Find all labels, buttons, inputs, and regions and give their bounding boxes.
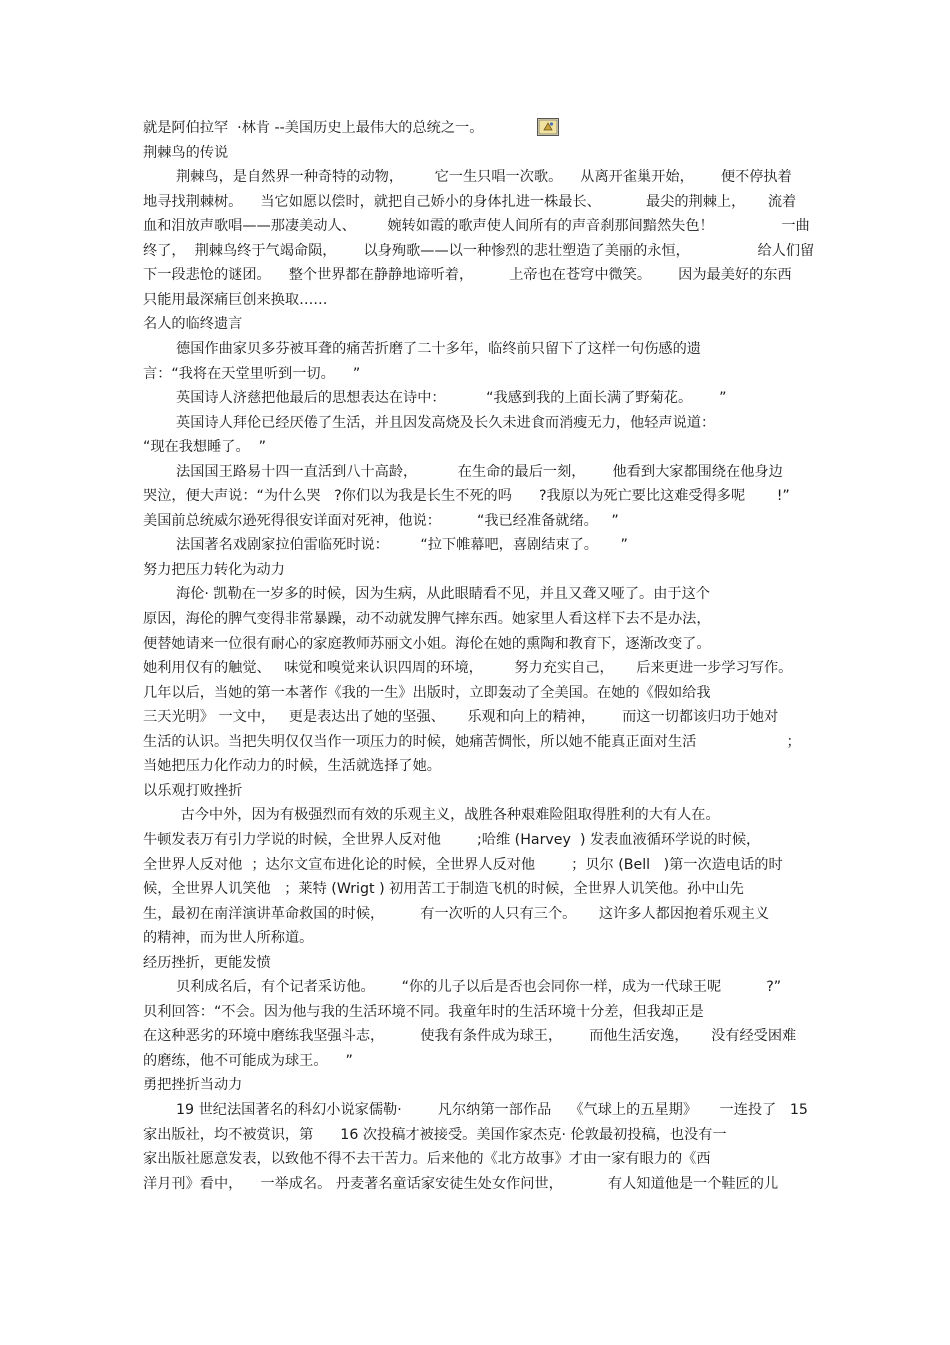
- section-heading: 勇把挫折当动力: [143, 1077, 243, 1093]
- text-line: 三天光明》 一文中， 更是表达出了她的坚强、 乐观和向上的精神， 而这一切都该归功于她对: [143, 709, 779, 725]
- text-line: 便替她请来一位很有耐心的家庭教师苏丽文小姐。海伦在她的熏陶和教育下，逐渐改变了。: [143, 636, 711, 652]
- text-line: 终了， 荆棘鸟终于气竭命陨， 以身殉歌——以一种惨烈的悲壮塑造了美丽的永恒， 给人们留: [143, 243, 815, 259]
- section-heading: 努力把压力转化为动力: [143, 562, 285, 578]
- text-line: 家出版社，均不被赏识，第 16 次投稿才被接受。美国作家杰克· 伦敦最初投稿，也没有一: [143, 1127, 727, 1143]
- text-line: 英国诗人济慈把他最后的思想表达在诗中： “我感到我的上面长满了野菊花。 ”: [176, 390, 727, 406]
- text-line: “现在我想睡了。 ”: [143, 439, 267, 455]
- text-line: 海伦· 凯勒在一岁多的时候，因为生病，从此眼睛看不见，并且又聋又哑了。由于这个: [176, 586, 710, 602]
- text-line: 法国著名戏剧家拉伯雷临死时说： “拉下帷幕吧，喜剧结束了。 ”: [176, 537, 628, 553]
- text-line: 家出版社愿意发表，以致他不得不去干苦力。后来他的《北方故事》才由一家有眼力的《西: [143, 1151, 711, 1167]
- section-heading: 名人的临终遗言: [143, 316, 243, 332]
- text-line: 地寻找荆棘树。 当它如愿以偿时，就把自己娇小的身体扎进一株最长、 最尖的荆棘上， 流着: [143, 194, 797, 210]
- text-line: 几年以后，当她的第一本著作《我的一生》出版时，立即轰动了全美国。在她的《假如给我: [143, 685, 711, 701]
- section-heading: 经历挫折，更能发愤: [143, 955, 271, 971]
- text-line: 原因，海伦的脾气变得非常暴躁，动不动就发脾气摔东西。她家里人看这样下去不是办法，: [143, 611, 711, 627]
- text-line: 贝利成名后，有个记者采访他。 “你的儿子以后是否也会同你一样，成为一代球王呢 ?”: [176, 979, 782, 995]
- text-line: 候，全世界人讥笑他 ；莱特 (Wrigt ) 初用苦工于制造飞机的时候，全世界人讥笑他。孙中山先: [143, 881, 744, 897]
- text-line: 德国作曲家贝多芬被耳聋的痛苦折磨了二十多年，临终前只留下了这样一句伤感的遗: [176, 341, 701, 357]
- text-line: 就是阿伯拉罕 ·林肯 --美国历史上最伟大的总统之一。: [143, 120, 484, 136]
- text-line: 古今中外，因为有极强烈而有效的乐观主义，战胜各种艰难险阻取得胜利的大有人在。: [176, 807, 720, 823]
- text-line: 她利用仅有的触觉、 味觉和嗅觉来认识四周的环境， 努力充实自己， 后来更进一步学习写作。: [143, 660, 793, 676]
- text-line: 在这种恶劣的环境中磨练我坚强斗志， 使我有条件成为球王， 而他生活安逸， 没有经受困难: [143, 1028, 797, 1044]
- section-heading: 以乐观打败挫折: [143, 783, 243, 799]
- text-line: 血和泪放声歌唱——那凄美动人、 婉转如霞的歌声使人间所有的声音刹那间黯然失色！ 一曲: [143, 218, 810, 234]
- text-line: 只能用最深痛巨创来换取……: [143, 292, 328, 308]
- text-line: 当她把压力化作动力的时候，生活就选择了她。: [143, 758, 441, 774]
- text-line: 英国诗人拜伦已经厌倦了生活，并且因发高烧及长久未进食而消瘦无力，他轻声说道：: [176, 415, 716, 431]
- text-line: 法国国王路易十四一直活到八十高龄， 在生命的最后一刻， 他看到大家都围绕在他身边: [176, 464, 783, 480]
- text-line: 荆棘鸟，是自然界一种奇特的动物， 它一生只唱一次歌。 从离开雀巢开始， 便不停执着: [176, 169, 792, 185]
- text-line: 的磨练，他不可能成为球王。 ”: [143, 1053, 353, 1069]
- text-line: 生活的认识。当把失明仅仅当作一项压力的时候，她痛苦惆怅，所以她不能真正面对生活 ；: [143, 734, 801, 750]
- text-line: 全世界人反对他 ；达尔文宣布进化论的时候，全世界人反对他 ；贝尔 (Bell )第一次造电话的时: [143, 857, 783, 873]
- section-heading: 荆棘鸟的传说: [143, 145, 229, 161]
- text-line: 言：“我将在天堂里听到一切。 ”: [143, 366, 361, 382]
- text-line: 贝利回答：“不会。因为他与我的生活环境不同。我童年时的生活环境十分差，但我却正是: [143, 1004, 704, 1020]
- text-line: 哭泣，便大声说：“为什么哭 ?你们以为我是长生不死的吗 ?我原以为死亡要比这难受得多呢 !”: [143, 488, 790, 504]
- text-line: 洋月刊》看中， 一举成名。 丹麦著名童话家安徒生处女作问世， 有人知道他是一个鞋匠的儿: [143, 1176, 779, 1192]
- text-line: 的精神，而为世人所称道。: [143, 930, 314, 946]
- text-line: 生，最初在南洋演讲革命救国的时候， 有一次听的人只有三个。 这许多人都因抱着乐观主义: [143, 906, 770, 922]
- text-line: 美国前总统威尔逊死得很安详面对死神，他说： “我已经准备就绪。 ”: [143, 513, 619, 529]
- text-line: 牛顿发表万有引力学说的时候，全世界人反对他 ;哈维 (Harvey ) 发表血液循环学说的时候，: [143, 832, 761, 848]
- text-line: 19 世纪法国著名的科幻小说家儒勒· 凡尔纳第一部作品 《气球上的五星期》 一连投了 15: [176, 1102, 808, 1118]
- text-line: 下一段悲怆的谜团。 整个世界都在静静地谛听着， 上帝也在苍穹中微笑。 因为最美好的东西: [143, 267, 792, 283]
